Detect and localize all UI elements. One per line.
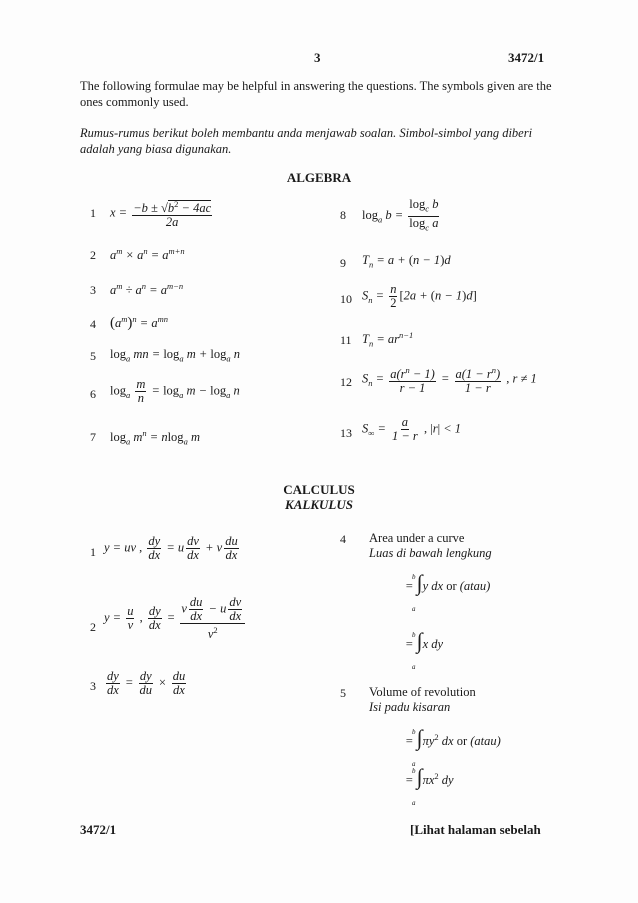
calculus-number: 2	[90, 620, 96, 634]
algebra-number: 5	[90, 349, 96, 363]
algebra-number: 12	[340, 375, 352, 389]
paper-code: 3472/1	[508, 50, 545, 65]
calculus-number: 4	[340, 532, 346, 546]
formula-index-multiply: $a^m \times a^n = a^{m+n}$	[110, 246, 185, 263]
calculus-number: 3	[90, 679, 96, 693]
algebra-number: 11	[340, 333, 352, 347]
algebra-number: 9	[340, 256, 346, 270]
algebra-number: 6	[90, 387, 96, 401]
algebra-number: 3	[90, 283, 96, 297]
intro-malay: Rumus-rumus berikut boleh membantu anda menjawab soalan. Simbol-simbol yang diberi adalah yang biasa digunakan.	[80, 126, 533, 156]
formula-index-divide: $a^m \div a^n = a^{m-n}$	[110, 281, 184, 298]
formula-volume-y2dx: b = $\int\pi y^2$ dx or (atau) a	[405, 725, 501, 768]
calculus-number: 1	[90, 545, 96, 559]
formula-volume-x2dy: b = $\int\pi x^2$ dy a	[405, 764, 454, 807]
section-title-calculus: CALCULUS	[283, 482, 355, 497]
algebra-number: 2	[90, 248, 96, 262]
formula-gp-sum-infinity: $S_\infty$ = $\frac{a}{1 - r}$ , |r| < 1	[362, 415, 462, 443]
formula-log-quotient: $\log_a$ $\frac{m}{n}$ = $\log_a m - \log_a n$	[110, 377, 240, 405]
formula-area-xdy: b = ∫x dy a	[405, 628, 444, 671]
formula-product-rule: y = uv , $\frac{dy}{dx}$ = u $\frac{dv}{dx}$ + v $\frac{du}{dx}$	[104, 534, 238, 562]
formula-ap-nth-term: $T_n = a + (n - 1)d$	[362, 253, 451, 270]
calculus-number: 5	[340, 686, 346, 700]
algebra-number: 10	[340, 292, 352, 306]
formula-chain-rule: $\frac{dy}{dx}$ = $\frac{dy}{du}$ × $\frac{du}{dx}$	[107, 669, 186, 697]
label-luas-di-bawah-lengkung: Luas di bawah lengkung	[369, 546, 492, 560]
formula-change-of-base: $\log_a b$ = $\frac{\log_c b}{\log_c a}$	[362, 197, 439, 232]
label-volume-of-revolution: Volume of revolution	[369, 685, 476, 699]
formula-gp-sum: $S_n$ = $\frac{a(r^n - 1)}{r - 1}$ = $\frac{a(1 - r^n)}{1 - r}$ , r ≠ 1	[362, 365, 537, 396]
algebra-number: 4	[90, 317, 96, 331]
algebra-number: 13	[340, 426, 352, 440]
footer-next-page: [Lihat halaman sebelah	[410, 822, 541, 837]
formula-area-ydx: b = ∫y dx or (atau) a	[405, 570, 491, 613]
formula-gp-nth-term: $T_n = ar^{n-1}$	[362, 330, 414, 349]
formula-log-product: $\log_a$ mn = $\log_a m + \log_a n$	[110, 347, 241, 364]
algebra-number: 8	[340, 208, 346, 222]
section-title-kalkulus: KALKULUS	[285, 497, 353, 512]
intro-english: The following formulae may be helpful in answering the questions. The symbols given are the ones commonly used.	[80, 79, 552, 109]
page-number: 3	[314, 50, 321, 65]
formula-quadratic: x = $\frac{-b \pm √b^2 - 4ac}{2a}$	[110, 199, 212, 230]
label-isi-padu-kisaran: Isi padu kisaran	[369, 700, 451, 714]
formula-quotient-rule: y = $\frac{u}{v}$ , $\frac{dy}{dx}$ = v $\frac{du}{dx}$ − u $\frac{dv}{dx}$ $v^2$	[104, 596, 247, 641]
label-area-under-curve: Area under a curve	[369, 531, 465, 545]
algebra-number: 1	[90, 206, 96, 220]
formula-ap-sum: $S_n$ = $\frac{n}{2}$ [2a + (n − 1)d]	[362, 282, 477, 310]
section-title-algebra: ALGEBRA	[286, 170, 352, 185]
footer-paper-code: 3472/1	[80, 822, 117, 837]
formula-log-power: $\log_a m^n = nlog_a$ m	[110, 428, 200, 447]
algebra-number: 7	[90, 430, 96, 444]
formula-index-power: $(a^m)^n = a^{mn}$	[110, 314, 168, 332]
